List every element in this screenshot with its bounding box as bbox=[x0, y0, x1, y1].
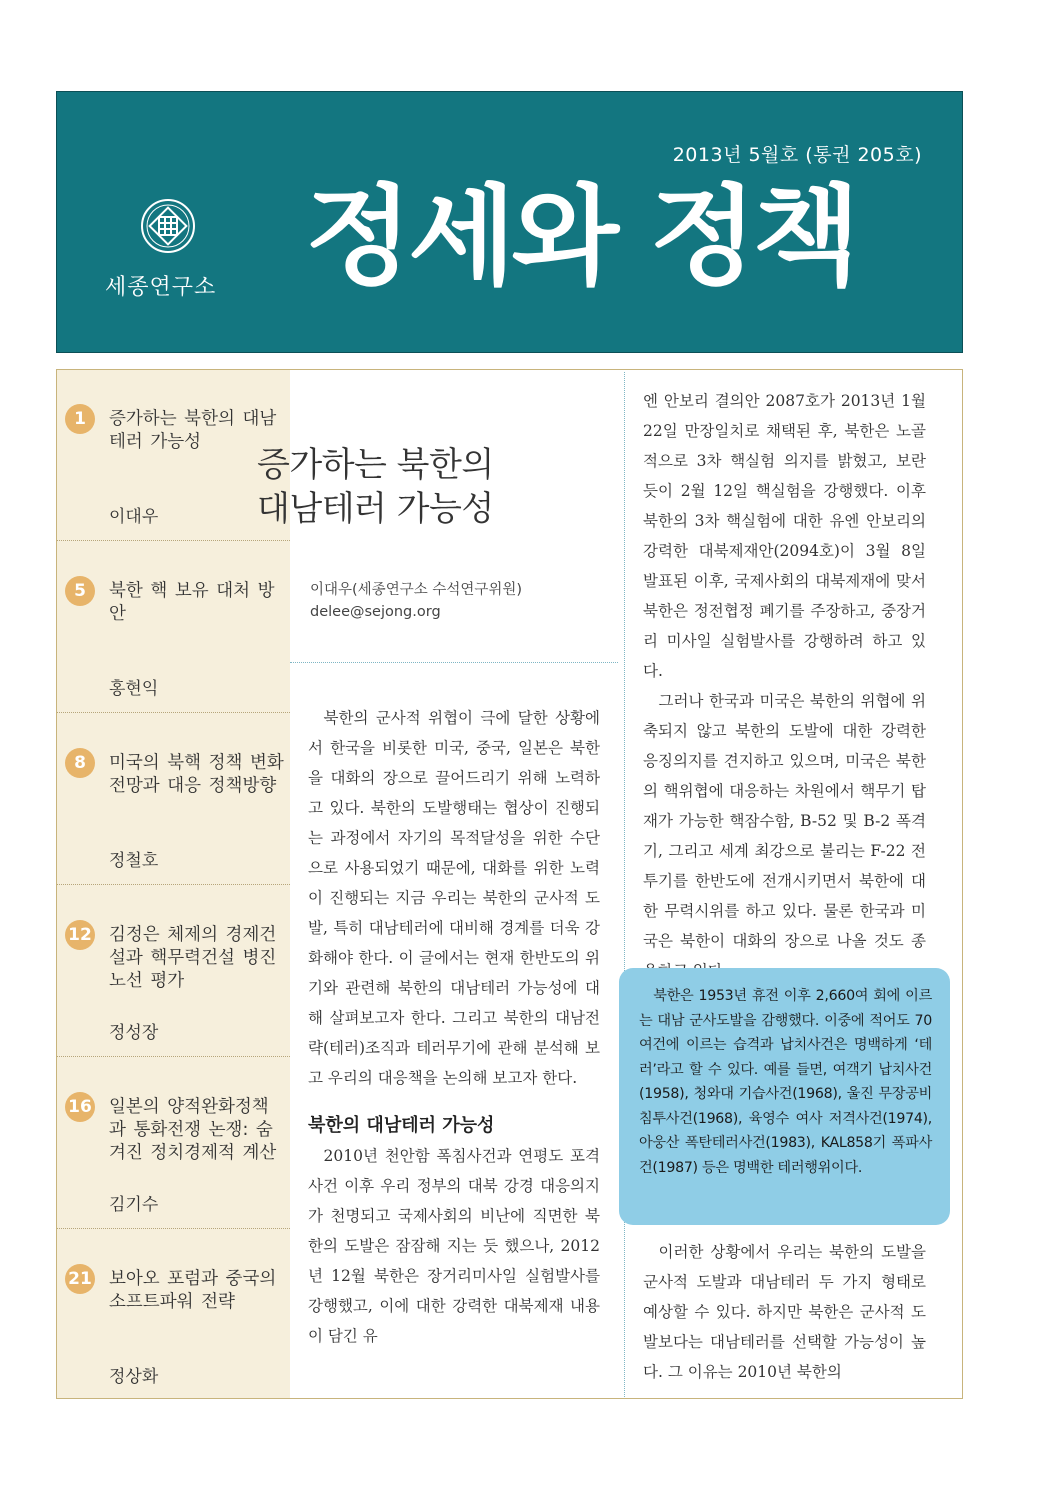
article-body-left bbox=[308, 703, 600, 1351]
toc-page-number: 1 bbox=[65, 404, 95, 434]
header-banner bbox=[56, 91, 963, 353]
toc-item-author: 이대우 bbox=[109, 507, 159, 527]
toc-item-author: 정철호 bbox=[109, 851, 159, 871]
toc-divider bbox=[57, 884, 290, 885]
section-heading: 북한의 대남테러 가능성 bbox=[308, 1115, 495, 1136]
article-body-right bbox=[643, 386, 926, 986]
toc-page-number: 5 bbox=[65, 576, 95, 606]
toc-item-title[interactable]: 북한 핵 보유 대처 방안 bbox=[109, 581, 275, 624]
callout-box bbox=[619, 968, 950, 1225]
article-title-line: 증가하는 북한의 bbox=[257, 445, 494, 485]
article-body-right-bottom bbox=[643, 1237, 926, 1387]
author-email[interactable]: delee@sejong.org bbox=[310, 604, 441, 620]
toc-item-author: 김기수 bbox=[109, 1195, 159, 1215]
toc-item-title[interactable]: 보아오 포럼과 중국의 소프트파워 전략 bbox=[109, 1269, 277, 1312]
toc-item-author: 정성장 bbox=[109, 1023, 159, 1043]
body-paragraph: 그러나 한국과 미국은 북한의 위협에 위축되지 않고 북한의 도발에 대한 강력한 응징의지를 견지하고 있으며, 미국은 북한의 핵위협에 대응하는 차원에서 핵무기 탑재가 가능한 핵잠수함, B-52 및 B-2 폭격기, 그리고 세계 최강으로 불리는 F-22 전투기를 한반도에 전개시키면서 북한에 대한 무력시위를 하고 있다. 물론 한국과 미국은 북한이 대화의 장으로 나올 것도 종 bbox=[643, 692, 926, 950]
toc-divider bbox=[57, 540, 290, 541]
publication-title: 정세와 정책 bbox=[305, 175, 857, 300]
article-title bbox=[257, 443, 494, 531]
toc-page-number: 16 bbox=[65, 1092, 95, 1122]
toc-item-author: 홍현익 bbox=[109, 679, 159, 699]
intro-paragraph: 북한의 군사적 위협이 극에 달한 상황에서 한국을 비롯한 미국, 중국, 일본은 북한을 대화의 장으로 끌어드리기 위해 노력하고 있다. 북한의 도발행태는 협상이 진행되는 과정에서 자기의 목적달성을 위한 수단으로 사용되었기 때문에, 대화를 위한 노력이 진행되는 지금 우리는 북한의 군사적 도발, 특히 대남테러에 대비해 경계를 더욱 강화해야 한다. 이 글에서는 현재 한반도의 위기와 관련해 북한의 대남테러 가능성에 대해 살펴보고자 한다. 그리고 북한의 대남전략(테러)조직과 테러무기에 관해 분석해 보고 우리의 대응책을 논의해 보고자 한다. bbox=[308, 709, 600, 1087]
callout-text: 북한은 1953년 휴전 이후 2,660여 회에 이르는 대남 군사도발을 감행했다. 이중에 적어도 70여건에 이르는 습격과 납치사건은 명백하게 ‘테러’라고 할 수 있다. 예를 들면, 여객기 납치사건(1958), 청와대 기습사건(1968), 울진 무장공비 침투사건(1968), 육영수 여사 저격사건(1974), 아웅산 폭탄테러사건(1983), KAL858기 폭파사건(1987) 등은 명백한 테러행위이다. bbox=[639, 988, 932, 1176]
issue-info: 2013년 5월호 (통권 205호) bbox=[672, 144, 922, 166]
toc-item-title[interactable]: 증가하는 북한의 대남테러 가능성 bbox=[109, 409, 277, 452]
toc-item-title[interactable]: 일본의 양적완화정책과 통화전쟁 논쟁: 숨겨진 정치경제적 계산 bbox=[109, 1097, 277, 1163]
toc-item-author: 정상화 bbox=[109, 1367, 159, 1387]
article-byline bbox=[310, 579, 522, 623]
sejong-knot-logo-icon bbox=[140, 198, 196, 254]
org-name: 세종연구소 bbox=[105, 275, 217, 300]
column-divider bbox=[624, 372, 625, 1397]
body-paragraph: 이러한 상황에서 우리는 북한의 도발을 군사적 도발과 대남테러 두 가지 형태로 예상할 수 있다. 하지만 북한은 군사적 도발보다는 대남테러를 선택할 가능성이 높다. 그 이유는 2010년 북한의 bbox=[643, 1243, 926, 1381]
toc-page-number: 8 bbox=[65, 748, 95, 778]
toc-divider bbox=[57, 712, 290, 713]
body-paragraph: 2010년 천안함 폭침사건과 연평도 포격사건 이후 우리 정부의 대북 강경 대응의지가 천명되고 국제사회의 비난에 직면한 북한의 도발은 잠잠해 지는 듯 했으나, 2012년 12월 북한은 장거리미사일 실험발사를 강행했고, 이에 대한 강력한 대북제재 내용이 담긴 유 bbox=[308, 1147, 600, 1345]
table-of-contents bbox=[57, 370, 290, 1398]
toc-page-number: 12 bbox=[65, 920, 95, 950]
header-divider bbox=[290, 662, 618, 663]
article-title-line: 대남테러 가능성 bbox=[257, 489, 494, 529]
toc-divider bbox=[57, 1056, 290, 1057]
body-paragraph: 엔 안보리 결의안 2087호가 2013년 1월 22일 만장일치로 채택된 후, 북한은 노골적으로 3차 핵실험 의지를 밝혔고, 보란 듯이 2월 12일 핵실험을 강행했다. 이후 북한의 3차 핵실험에 대한 유엔 안보리의 강력한 대북제재안(2094호)이 3월 8일 발표된 이후, 국제사회의 대북제재에 맞서 북한은 정전협정 폐기를 주장하고, 중장거리 미사일 실험발사를 강행하려 하고 있다. bbox=[643, 392, 926, 680]
author-affiliation: 이대우(세종연구소 수석연구위원) bbox=[310, 582, 523, 598]
toc-item-title[interactable]: 김정은 체제의 경제건설과 핵무력건설 병진노선 평가 bbox=[109, 925, 277, 991]
toc-item-title[interactable]: 미국의 북핵 정책 변화 전망과 대응 정책방향 bbox=[109, 753, 284, 796]
toc-page-number: 21 bbox=[65, 1264, 95, 1294]
toc-divider bbox=[57, 1228, 290, 1229]
